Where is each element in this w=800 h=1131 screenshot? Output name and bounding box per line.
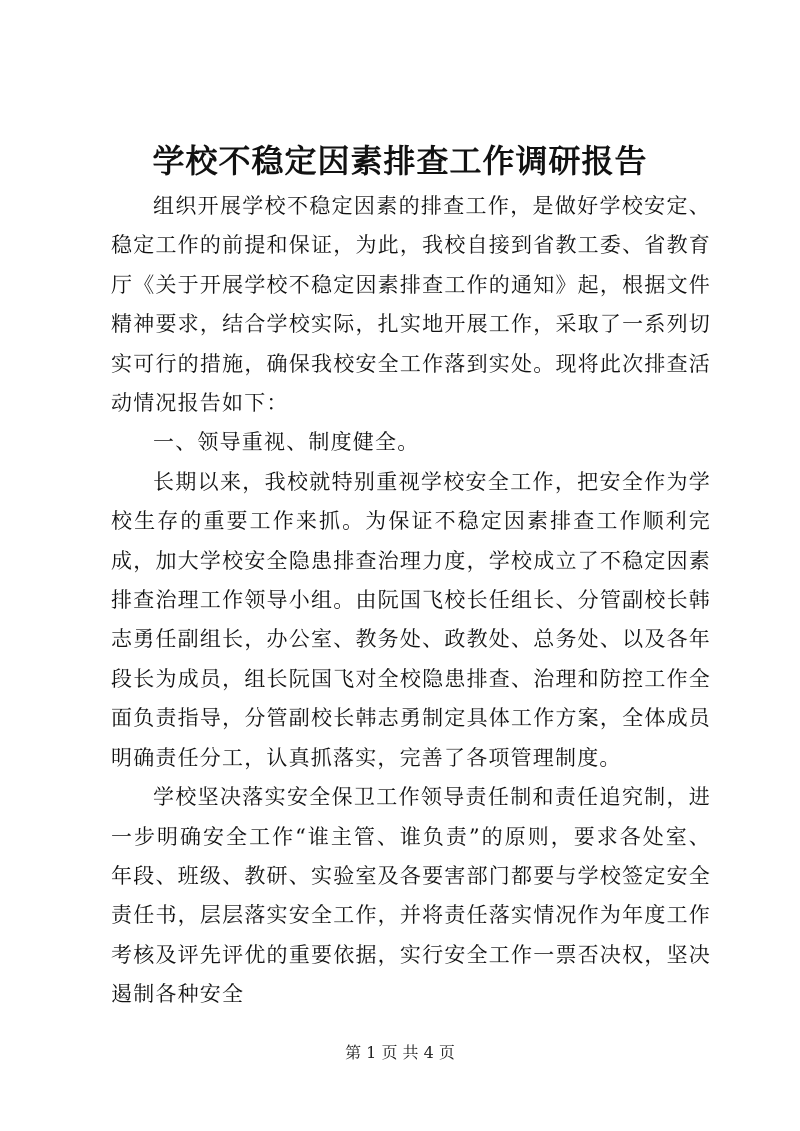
paragraph-leadership: 长期以来，我校就特别重视学校安全工作，把安全作为学校生存的重要工作来抓。为保证不稳定因素排查工作顺利完成，加大学校安全隐患排查治理力度，学校成立了不稳定因素排查治理工作领导小组。由阮国飞校长任组长、分管副校长韩志勇任副组长，办公室、教务处、政教处、总务处、以及各年段长为成员，组长阮国飞对全校隐患排查、治理和防控工作全面负责指导，分管副校长韩志勇制定具体工作方案，全体成员明确责任分工，认真抓落实，完善了各项管理制度。 [111,469,711,770]
paragraph-intro: 组织开展学校不稳定因素的排查工作，是做好学校安定、稳定工作的前提和保证，为此，我校自接到省教工委、省教育厅《关于开展学校不稳定因素排查工作的通知》起，根据文件精神要求，结合学校实际，扎实地开展工作，采取了一系列切实可行的措施，确保我校安全工作落到实处。现将此次排查活动情况报告如下： [111,194,711,416]
paragraph-section-heading: 一、领导重视、制度健全。 [153,430,420,455]
page-number-footer: 第 1 页 共 4 页 [345,1043,455,1062]
paragraph-responsibility: 学校坚决落实安全保卫工作领导责任制和责任追究制，进一步明确安全工作“谁主管、谁负责”的原则，要求各处室、年段、班级、教研、实验室及各要害部门都要与学校签定安全责任书，层层落实安全工作，并将责任落实情况作为年度工作考核及评先评优的重要依据，实行安全工作一票否决权，坚决遏制各种安全 [111,785,711,1007]
document-title: 学校不稳定因素排查工作调研报告 [152,142,648,180]
document-body [111,187,711,1015]
